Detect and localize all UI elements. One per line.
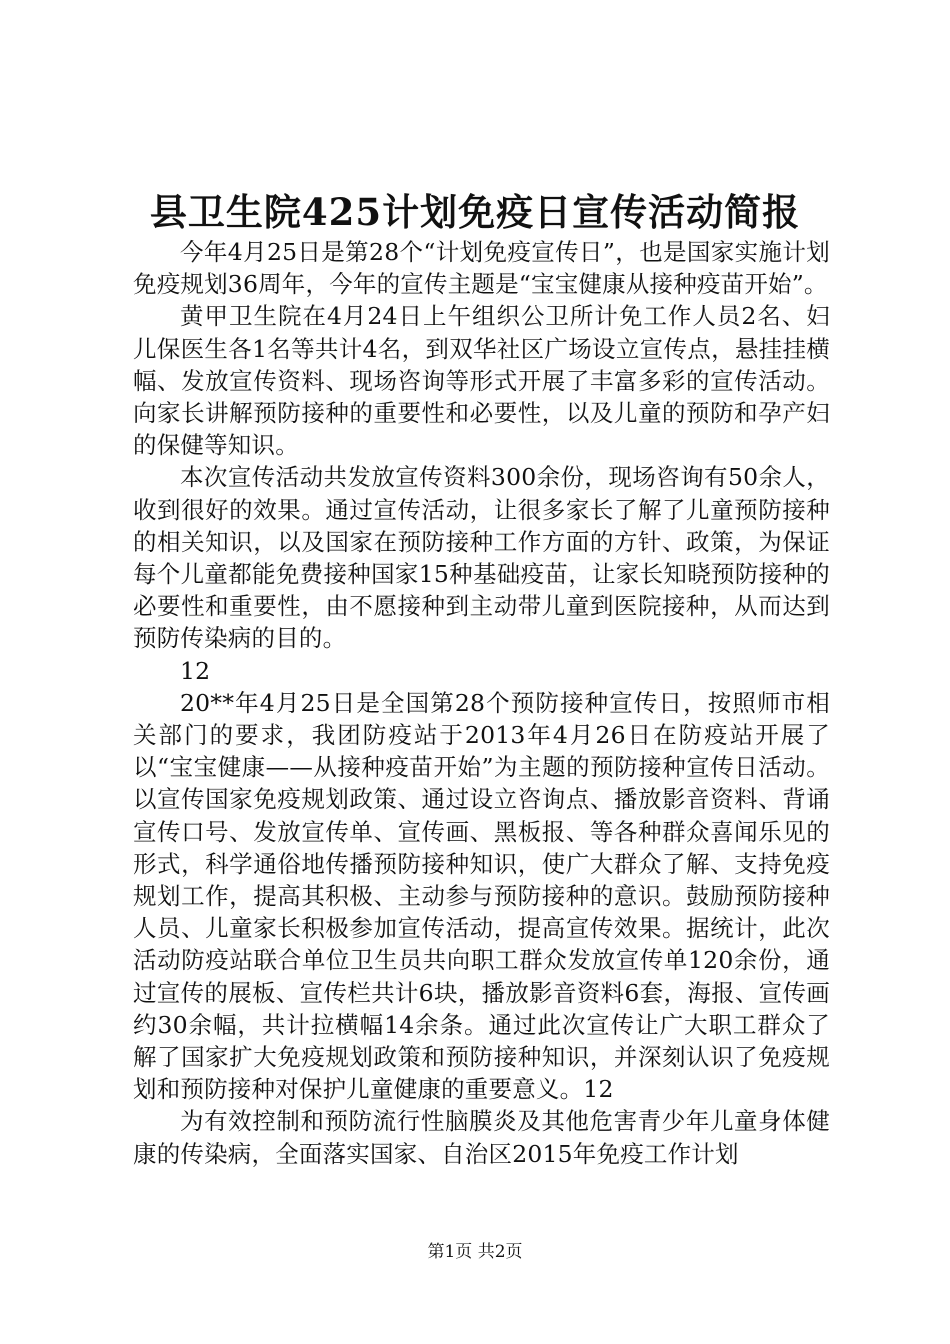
paragraph-meningitis: 为有效控制和预防流行性脑膜炎及其他危害青少年儿童身体健康的传染病，全面落实国家、自治区2015年免疫工作计划 [133,1107,830,1168]
document-title: 县卫生院425计划免疫日宣传活动简报 [149,190,801,234]
document-body [133,236,830,1170]
paragraph-intro: 今年4月25日是第28个“计划免疫宣传日”，也是国家实施计划免疫规划36周年，今年的宣传主题是“宝宝健康从接种疫苗开始”。 [133,238,830,299]
paragraph-results: 本次宣传活动共发放宣传资料300余份，现场咨询有50余人，收到很好的效果。通过宣传活动，让很多家长了解了儿童预防接种的相关知识，以及国家在预防接种工作方面的方针、政策，为保证每个儿童都能免费接种国家15种基础疫苗，让家长知晓预防接种的必要性和重要性，由不愿接种到主动带儿童到医院接种，从而达到预防传染病的目的。 [133,463,830,653]
page-footer: 第1页 共2页 [427,1242,523,1262]
paragraph-activity: 黄甲卫生院在4月24日上午组织公卫所计免工作人员2名、妇儿保医生各1名等共计4名，到双华社区广场设立宣传点，悬挂挂横幅、发放宣传资料、现场咨询等形式开展了丰富多彩的宣传活动。向家长讲解预防接种的重要性和必要性，以及儿童的预防和孕产妇的保健等知识。 [133,302,830,460]
paragraph-station-report: 20**年4月25日是全国第28个预防接种宣传日，按照师市相关部门的要求，我团防疫站于2013年4月26日在防疫站开展了以“宝宝健康——从接种疫苗开始”为主题的预防接种宣传日活动。以宣传国家免疫规划政策、通过设立咨询点、播放影音资料、背诵宣传口号、发放宣传单、宣传画、黑板报、等各种群众喜闻乐见的形式，科学通俗地传播预防接种知识，使广大群众了解、支持免疫规划工作，提高其积极、主动参与预防接种的意识。鼓励预防接种人员、儿童家长积极参加宣传活动，提高宣传效果。据统计，此次活动防疫站联合单位卫生员共向职工群众发放宣传单120余份，通过宣传的展板、宣传栏共计6块，播放影音资料6套，海报、宣传画约30余幅，共计拉横幅14余条。通过此次宣传让广大职工群众了解了国家扩大免疫规划政策和预防接种知识，并深刻认识了免疫规划和预防接种对保护儿童健康的重要意义。12 [133,688,830,1104]
paragraph-number: 12 [180,656,211,685]
